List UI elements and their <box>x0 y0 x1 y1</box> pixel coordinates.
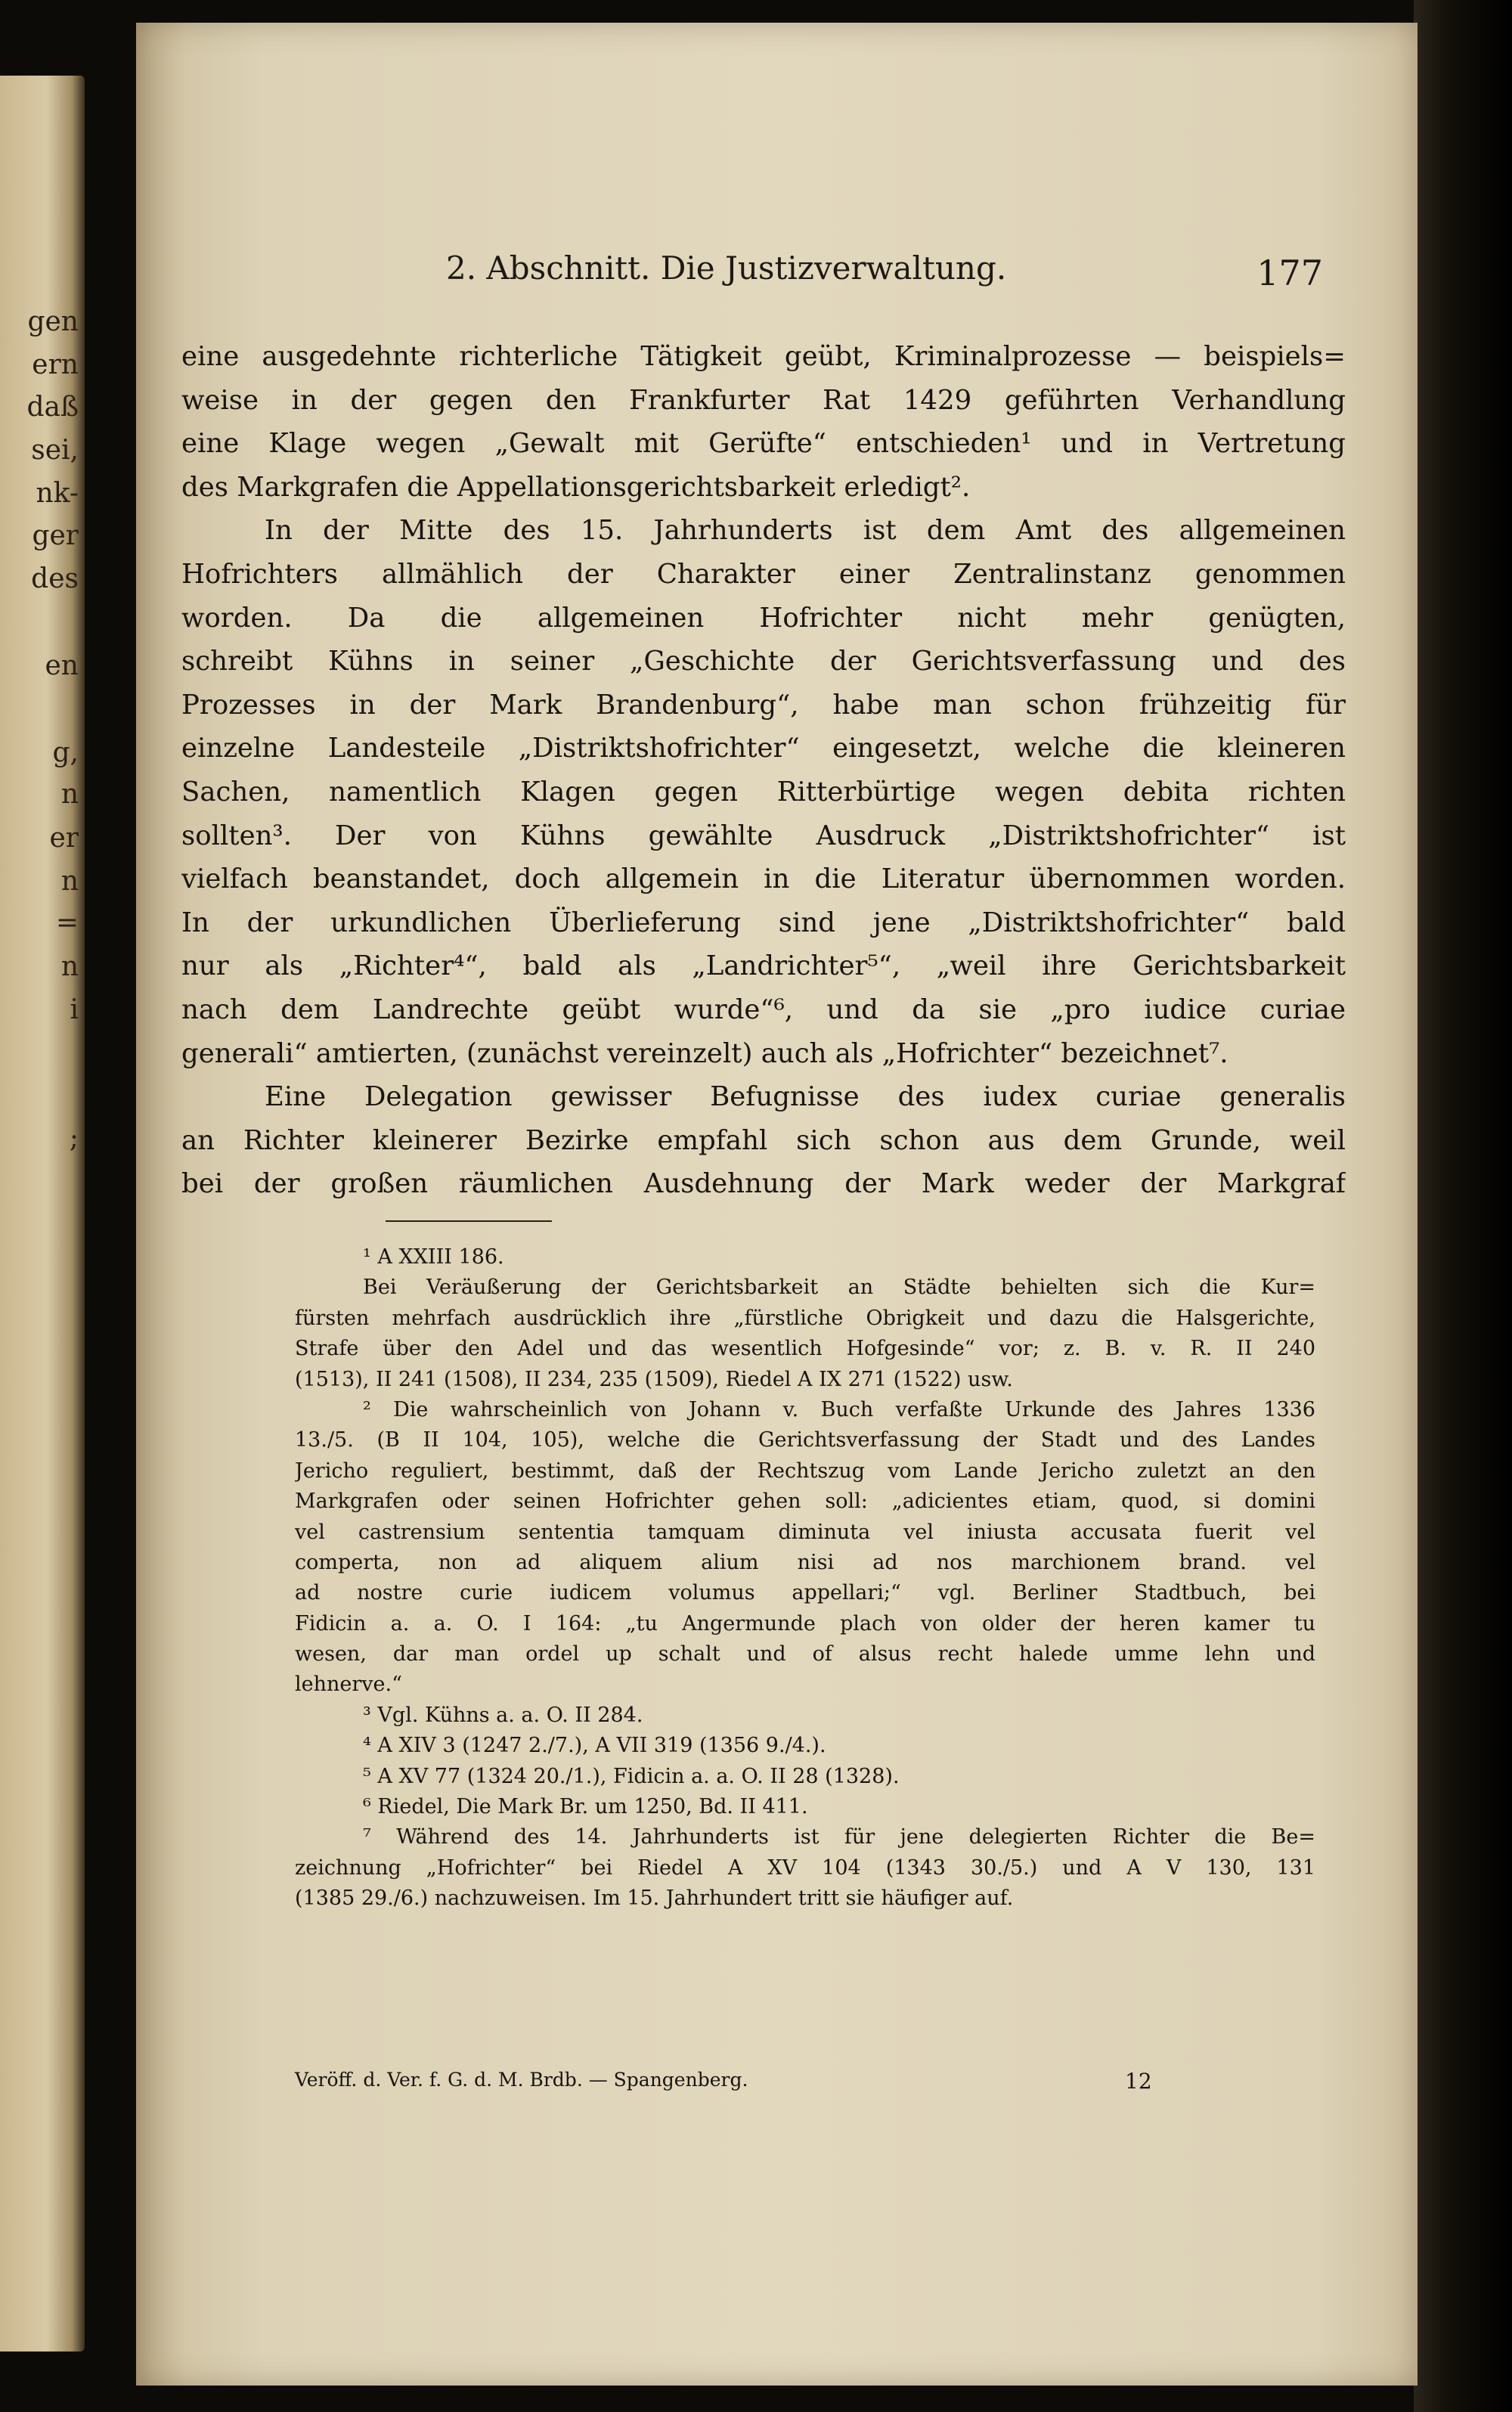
body-line: Eine Delegation gewisser Befugnisse des iudex curiae generalis <box>265 1081 1346 1113</box>
footnotes <box>295 1242 1315 1914</box>
facing-page-fragment: daß <box>26 392 79 423</box>
footnote-line: fürsten mehrfach ausdrücklich ihre „fürstliche Obrigkeit und dazu die Halsgerichte, <box>295 1306 1315 1330</box>
footnote-line: (1385 29./6.) nachzuweisen. Im 15. Jahrhundert tritt sie häufiger auf. <box>295 1887 1014 1911</box>
facing-page-fragment: ern <box>32 349 79 380</box>
facing-page-fragment: = <box>55 907 79 938</box>
footnote-line: ⁴ A XIV 3 (1247 2./7.), A VII 319 (1356 9./4.). <box>363 1734 826 1758</box>
sheet-number: 12 <box>1125 2069 1152 2094</box>
facing-page-fragment: gen <box>27 306 79 337</box>
footnote-line: ad nostre curie iudicem volumus appellari;“ vgl. Berliner Stadtbuch, bei <box>295 1581 1315 1605</box>
footnote-line: ¹ A XXIII 186. <box>363 1245 504 1269</box>
body-line: worden. Da die allgemeinen Hofrichter nicht mehr genügten, <box>181 602 1346 634</box>
footnote-line: zeichnung „Hofrichter“ bei Riedel A XV 104 (1343 30./5.) und A V 130, 131 <box>295 1856 1315 1880</box>
facing-page-fragment: n <box>60 779 79 810</box>
facing-page-fragment: ; <box>69 1123 79 1154</box>
facing-page-fragment: g, <box>52 737 79 768</box>
body-line: generali“ amtierten, (zunächst vereinzelt) auch als „Hofrichter“ bezeichnet⁷. <box>181 1037 1228 1069</box>
footnote-line: Fidicin a. a. O. I 164: „tu Angermunde plach von older der heren kamer tu <box>295 1611 1315 1635</box>
footnote-line: comperta, non ad aliquem alium nisi ad nos marchionem brand. vel <box>295 1550 1315 1574</box>
facing-page-fragment: n <box>60 866 79 897</box>
footnote-line: ⁷ Während des 14. Jahrhunderts ist für jene delegierten Richter die Be= <box>363 1825 1315 1849</box>
body-line: vielfach beanstandet, doch allgemein in die Literatur übernommen worden. <box>181 863 1346 895</box>
body-line: nur als „Richter⁴“, bald als „Landrichter⁵“, „weil ihre Gerichtsbarkeit <box>181 950 1346 982</box>
footnote-line: vel castrensium sententia tamquam diminuta vel iniusta accusata fuerit vel <box>295 1520 1315 1544</box>
body-line: sollten³. Der von Kühns gewählte Ausdruck „Distriktshofrichter“ ist <box>181 820 1346 851</box>
body-text <box>181 335 1346 1206</box>
book-page <box>136 23 1418 2386</box>
body-line: schreibt Kühns in seiner „Geschichte der Gerichtsverfassung und des <box>181 646 1346 677</box>
footnote-divider <box>386 1220 552 1222</box>
running-head: 2. Abschnitt. Die Justizverwaltung. <box>446 250 1007 287</box>
body-line: einzelne Landesteile „Distriktshofrichter“ eingesetzt, welche die kleineren <box>181 733 1346 764</box>
footnote-line: 13./5. (B II 104, 105), welche die Gerichtsverfassung der Stadt und des Landes <box>295 1428 1315 1452</box>
body-line: In der Mitte des 15. Jahrhunderts ist dem Amt des allgemeinen <box>265 515 1346 547</box>
body-line: Hofrichters allmählich der Charakter einer Zentralinstanz genommen <box>181 558 1346 590</box>
facing-page-fragment: i <box>70 994 79 1025</box>
book-cover-edge <box>1414 0 1512 2412</box>
signature-line: Veröff. d. Ver. f. G. d. M. Brdb. — Spangenberg. <box>295 2069 748 2091</box>
footnote-line: Bei Veräußerung der Gerichtsbarkeit an Städte behielten sich die Kur= <box>363 1276 1315 1300</box>
body-line: bei der großen räumlichen Ausdehnung der Mark weder der Markgraf <box>181 1168 1346 1200</box>
facing-page <box>0 76 85 2352</box>
facing-page-fragment: nk- <box>36 478 79 509</box>
body-line: an Richter kleinerer Bezirke empfahl sich schon aus dem Grunde, weil <box>181 1124 1346 1156</box>
facing-page-fragment: er <box>49 823 79 854</box>
facing-page-fragment: en <box>45 650 79 681</box>
facing-page-fragment: des <box>31 563 79 594</box>
footnote-line: wesen, dar man ordel up schalt und of alsus recht halede umme lehn und <box>295 1642 1315 1666</box>
footnote-line: ⁶ Riedel, Die Mark Br. um 1250, Bd. II 411. <box>363 1795 808 1819</box>
body-line: weise in der gegen den Frankfurter Rat 1429 geführten Verhandlung <box>181 384 1346 416</box>
page-header <box>446 250 1323 302</box>
footnote-line: (1513), II 241 (1508), II 234, 235 (1509), Riedel A IX 271 (1522) usw. <box>295 1367 1013 1391</box>
body-line: des Markgrafen die Appellationsgerichtsbarkeit erledigt². <box>181 471 971 503</box>
body-line: eine Klage wegen „Gewalt mit Gerüfte“ entschieden¹ und in Vertretung <box>181 428 1346 460</box>
footnote-line: lehnerve.“ <box>295 1673 402 1697</box>
body-line: eine ausgedehnte richterliche Tätigkeit geübt, Kriminalprozesse — beispiels= <box>181 341 1346 372</box>
facing-page-fragment: n <box>60 951 79 982</box>
footnote-line: ² Die wahrscheinlich von Johann v. Buch verfaßte Urkunde des Jahres 1336 <box>363 1397 1315 1421</box>
footnote-line: Strafe über den Adel und das wesentlich Hofgesinde“ vor; z. B. v. R. II 240 <box>295 1337 1315 1361</box>
footnote-line: Jericho reguliert, bestimmt, daß der Rechtszug vom Lande Jericho zuletzt an den <box>295 1459 1315 1483</box>
page-number: 177 <box>1256 253 1323 293</box>
body-line: Sachen, namentlich Klagen gegen Ritterbürtige wegen debita richten <box>181 776 1346 808</box>
footnote-line: ³ Vgl. Kühns a. a. O. II 284. <box>363 1703 643 1727</box>
footnote-line: ⁵ A XV 77 (1324 20./1.), Fidicin a. a. O. II 28 (1328). <box>363 1764 900 1788</box>
facing-page-fragment: ger <box>32 520 79 551</box>
body-line: nach dem Landrechte geübt wurde“⁶, und da sie „pro iudice curiae <box>181 994 1346 1025</box>
facing-page-fragment: sei, <box>31 435 79 466</box>
body-line: Prozesses in der Mark Brandenburg“, habe man schon frühzeitig für <box>181 689 1346 721</box>
footnote-line: Markgrafen oder seinen Hofrichter gehen soll: „adicientes etiam, quod, si domini <box>295 1490 1315 1514</box>
body-line: In der urkundlichen Überlieferung sind jene „Distriktshofrichter“ bald <box>181 907 1346 938</box>
